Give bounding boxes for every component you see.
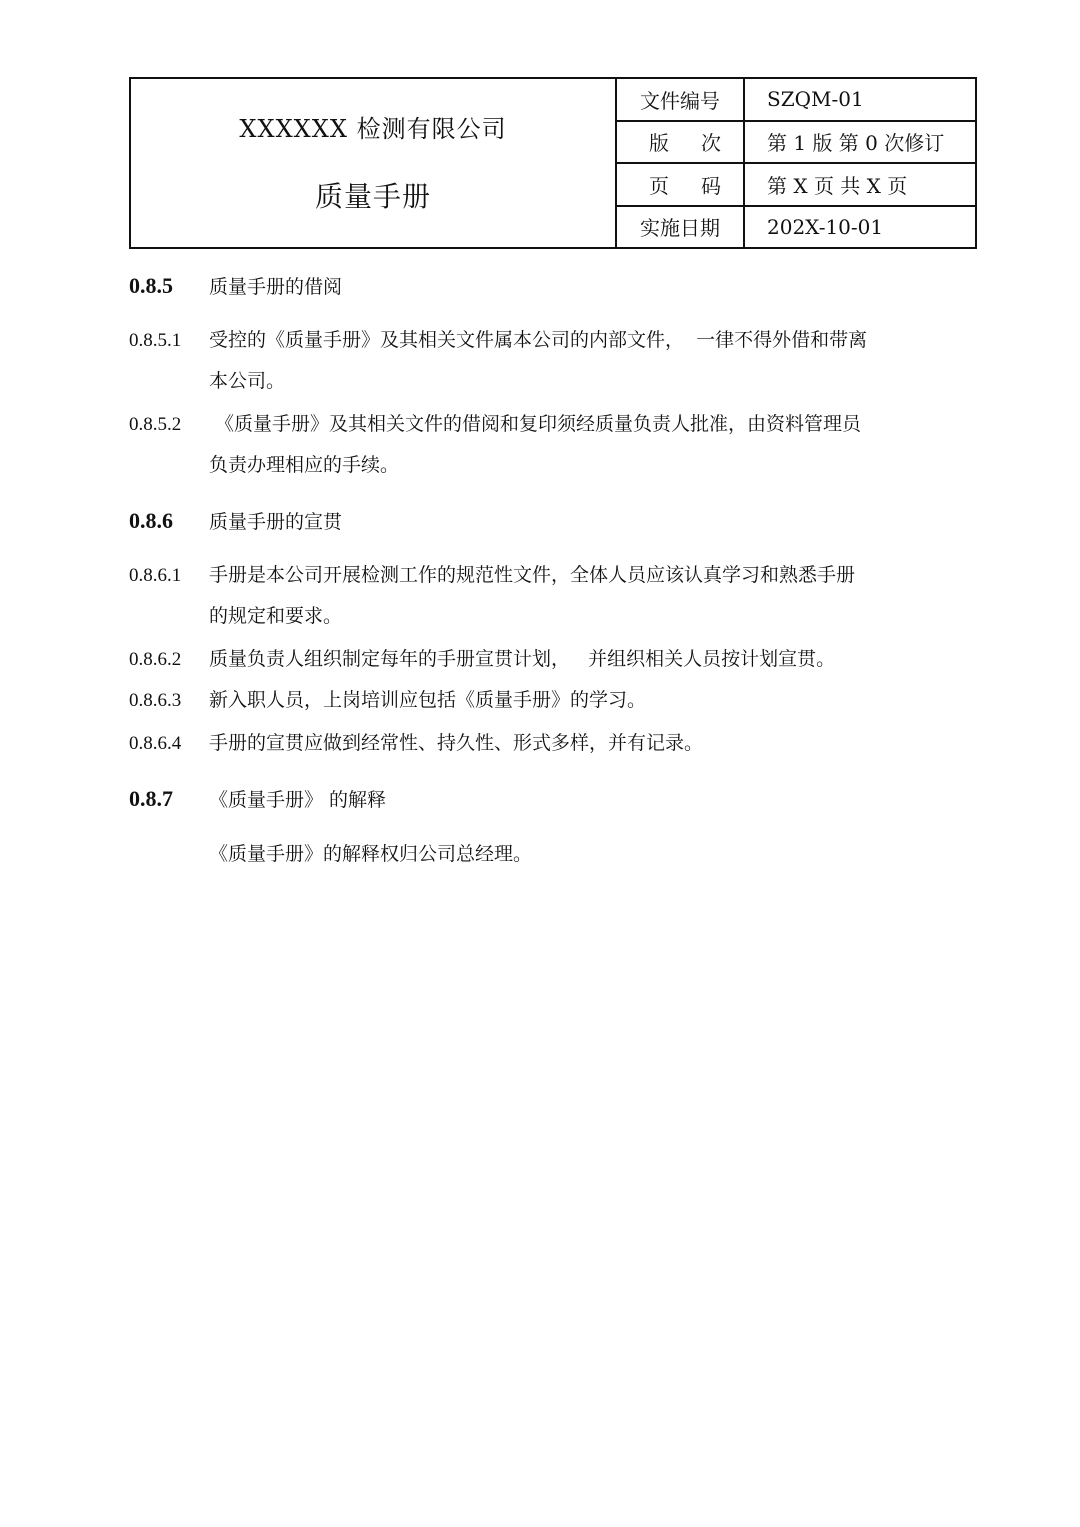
clause-number: 0.8.6.4 <box>129 733 182 754</box>
section-title: 《质量手册》 的解释 <box>209 789 387 811</box>
clause-text: 新入职人员，上岗培训应包括《质量手册》的学习。 <box>209 689 647 711</box>
meta-row-file-number <box>617 79 975 122</box>
section-title: 质量手册的借阅 <box>209 276 343 298</box>
clause-text: 质量负责人组织制定每年的手册宣贯计划， 并组织相关人员按计划宣贯。 <box>209 648 836 670</box>
meta-label: 文件编号 <box>617 79 745 120</box>
clause-number: 0.8.6.3 <box>129 690 182 711</box>
section-heading <box>129 507 342 534</box>
clause-item <box>129 723 949 764</box>
section-number: 0.8.5 <box>129 273 173 298</box>
clause-item <box>129 639 949 680</box>
clause-text: 《质量手册》及其相关文件的借阅和复印须经质量负责人批准，由资料管理员 <box>209 413 862 435</box>
clause-item <box>129 555 949 637</box>
clause-text: 手册是本公司开展检测工作的规范性文件，全体人员应该认真学习和熟悉手册 <box>209 564 856 586</box>
clause-number: 0.8.6.2 <box>129 649 182 670</box>
clause-number: 0.8.5.1 <box>129 330 182 351</box>
interpretation-text: 《质量手册》的解释权归公司总经理。 <box>209 843 533 865</box>
section-heading <box>129 272 342 299</box>
clause-text: 手册的宣贯应做到经常性、持久性、形式多样，并有记录。 <box>209 732 704 754</box>
clause-item <box>129 680 949 721</box>
document-title: 质量手册 <box>314 180 431 213</box>
meta-label-part: 码 <box>701 173 721 198</box>
meta-row-effective-date <box>617 207 975 248</box>
document-header-table <box>129 77 977 249</box>
section-number: 0.8.6 <box>129 508 173 533</box>
company-name: XXXXXX 检测有限公司 <box>239 115 507 143</box>
meta-label <box>617 122 745 163</box>
section-heading <box>129 785 386 812</box>
clause-number: 0.8.6.1 <box>129 565 182 586</box>
clause-number: 0.8.5.2 <box>129 414 182 435</box>
section-number: 0.8.7 <box>129 786 173 811</box>
meta-label: 实施日期 <box>617 207 745 248</box>
meta-label-part: 页 <box>649 173 669 198</box>
clause-text-continued: 的规定和要求。 <box>209 605 343 627</box>
meta-value: SZQM-01 <box>767 87 864 112</box>
meta-value: 第 1 版 第 0 次修订 <box>767 131 945 156</box>
meta-label-part: 版 <box>649 131 669 156</box>
clause-text-continued: 本公司。 <box>209 370 286 392</box>
clause-text: 受控的《质量手册》及其相关文件属本公司的内部文件， 一律不得外借和带离 <box>209 329 868 351</box>
header-meta <box>617 79 975 247</box>
meta-label-part: 次 <box>701 131 721 156</box>
meta-value: 第 X 页 共 X 页 <box>767 173 908 198</box>
section-title: 质量手册的宣贯 <box>209 511 343 533</box>
meta-row-version <box>617 122 975 165</box>
meta-row-page <box>617 164 975 207</box>
meta-label <box>617 164 745 205</box>
clause-text-continued: 负责办理相应的手续。 <box>209 454 400 476</box>
clause-item <box>129 404 949 486</box>
header-title-cell <box>131 79 617 247</box>
meta-value: 202X-10-01 <box>767 214 884 239</box>
clause-item <box>129 320 949 402</box>
